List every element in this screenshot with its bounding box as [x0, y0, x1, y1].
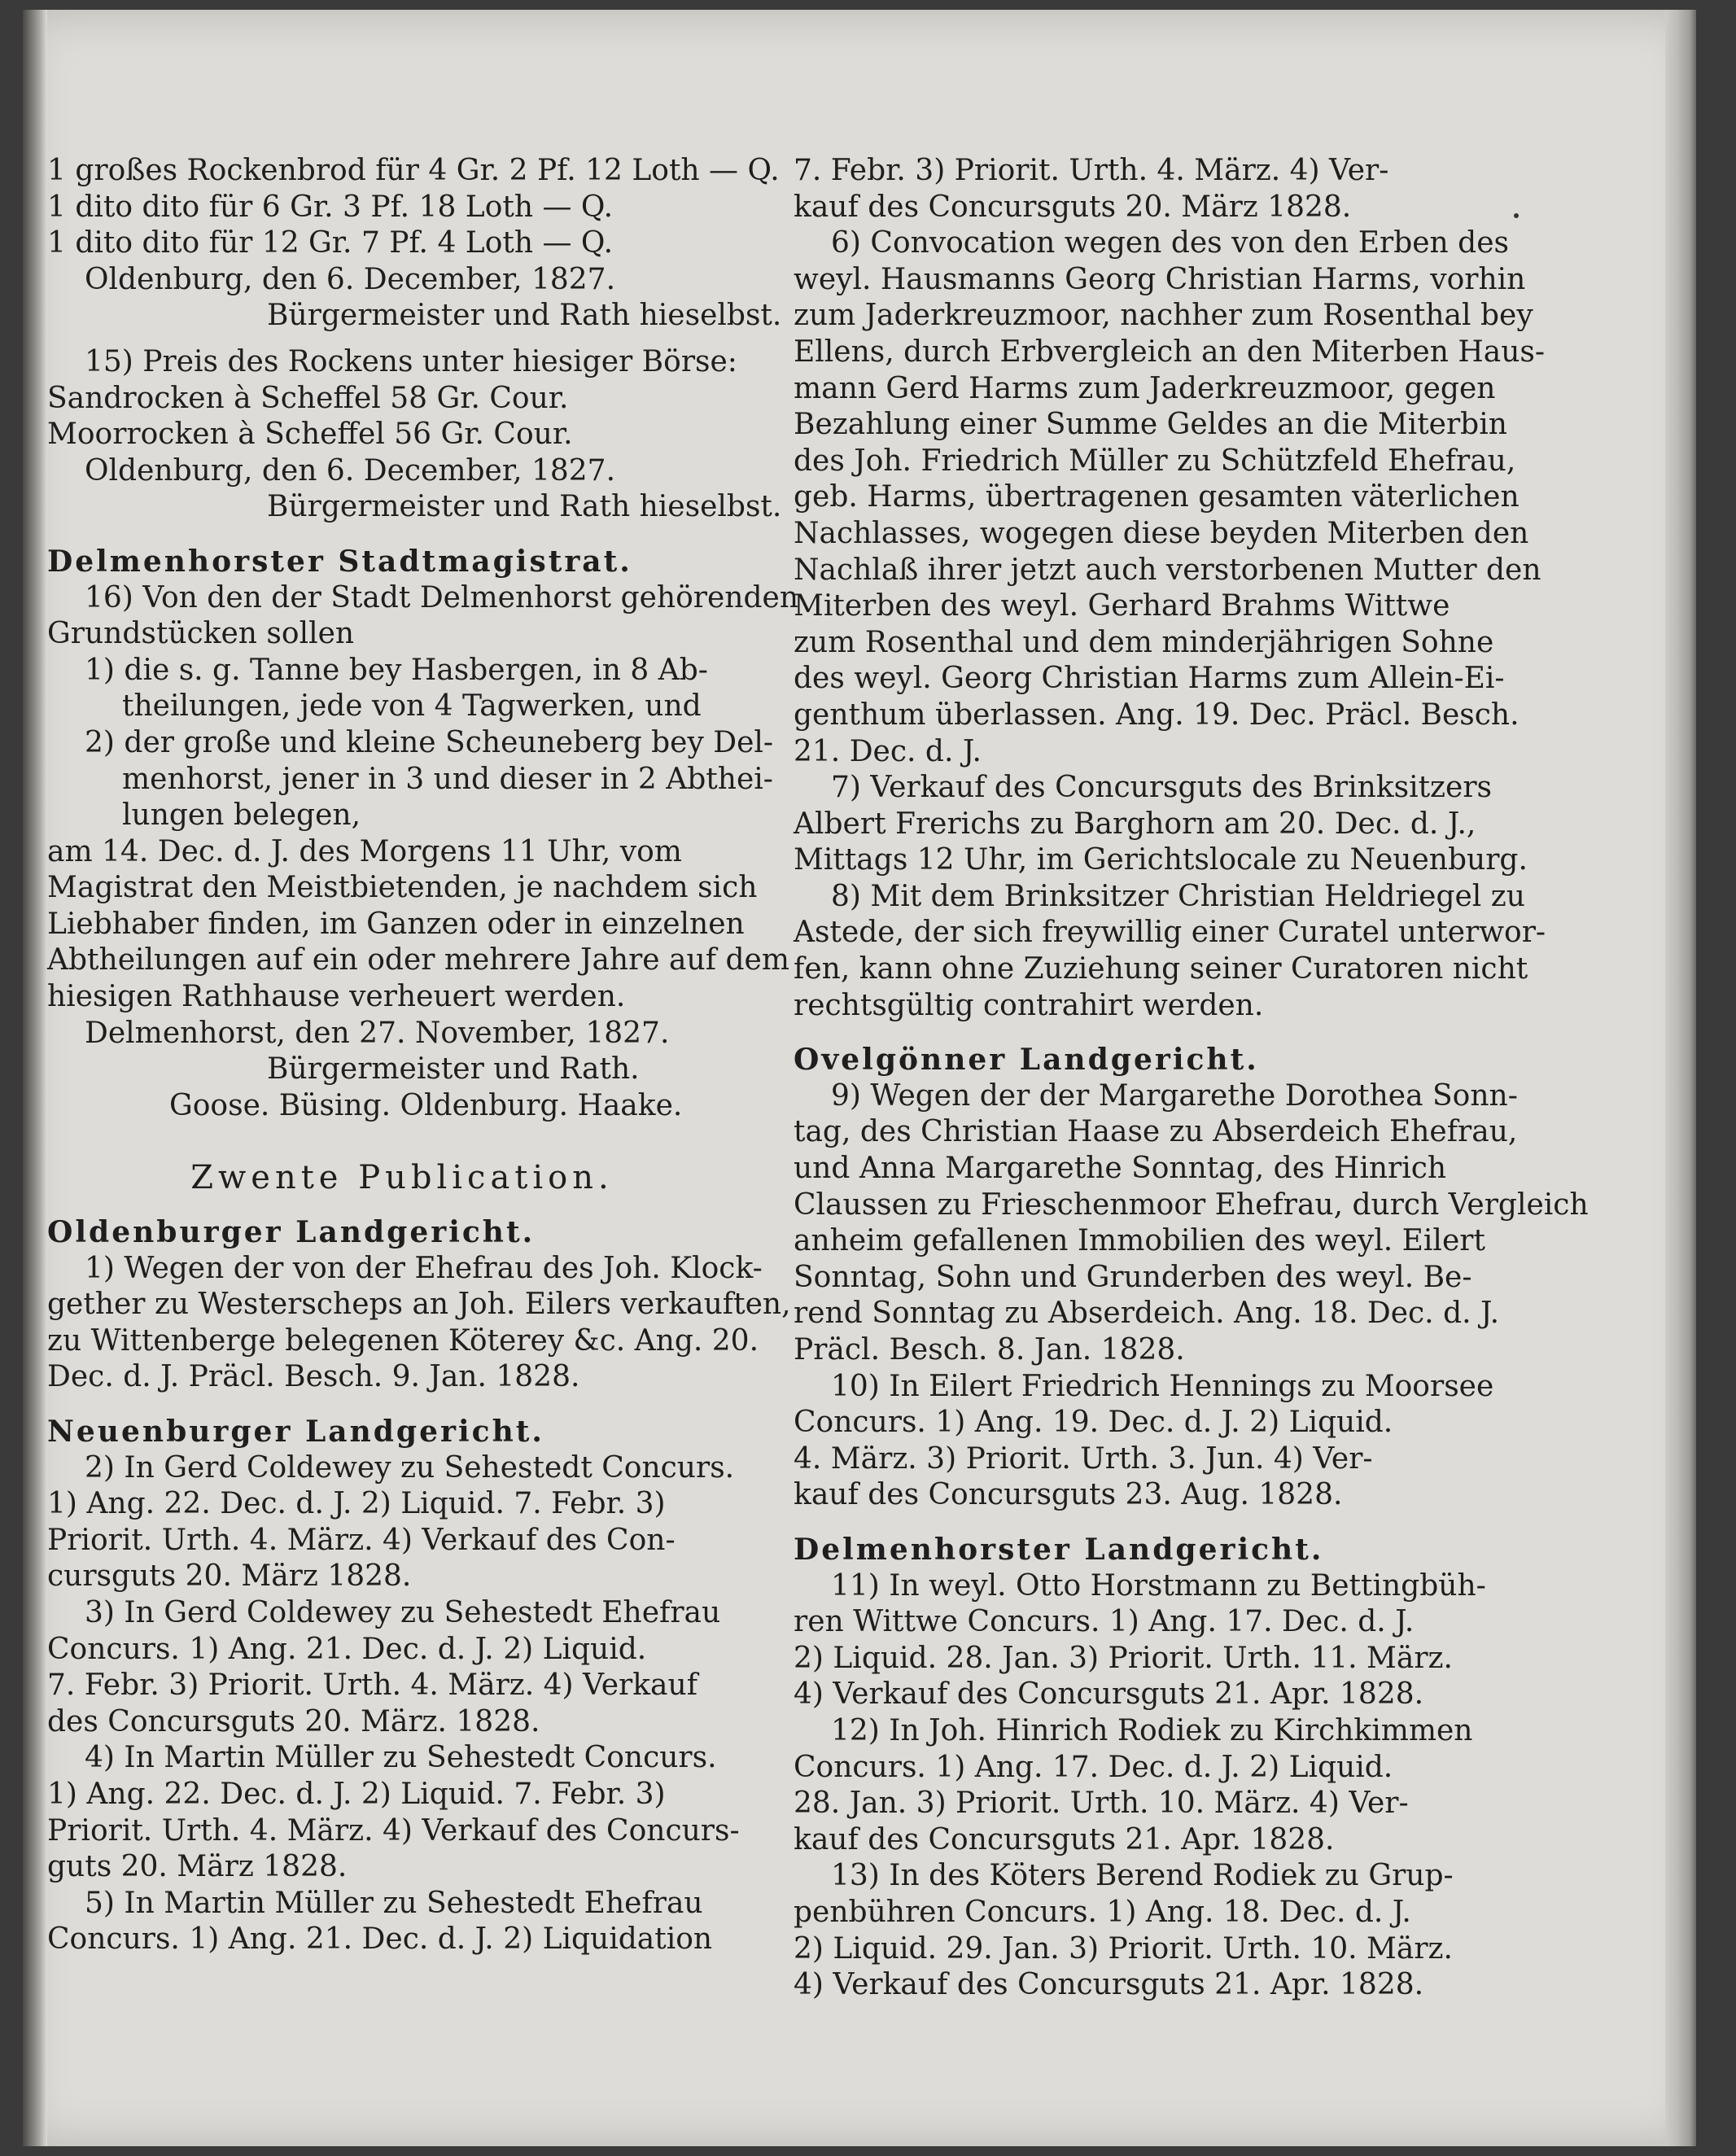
notice-line: Ellens, durch Erbvergleich an den Miterben Haus-: [794, 335, 1546, 369]
notice-line: 4) In Martin Müller zu Sehestedt Concurs.: [85, 1741, 717, 1775]
notice-line: Sonntag, Sohn und Grunderben des weyl. Be-: [794, 1260, 1472, 1294]
notice-line: 1) Ang. 22. Dec. d. J. 2) Liquid. 7. Febr. 3): [47, 1777, 666, 1811]
notice-line: Präcl. Besch. 8. Jan. 1828.: [794, 1333, 1185, 1367]
notice-line: gether zu Westerscheps an Joh. Eilers verkauften,: [47, 1288, 791, 1322]
price-line: 1 dito dito für 12 Gr. 7 Pf. 4 Loth — Q.: [47, 226, 614, 260]
notice-line: genthum überlassen. Ang. 19. Dec. Präcl. Besch.: [794, 698, 1520, 732]
page-fore-edge: [1665, 10, 1696, 2146]
notice-line: weyl. Hausmanns Georg Christian Harms, vorhin: [794, 262, 1526, 296]
notice-line: Claussen zu Frieschenmoor Ehefrau, durch Vergleich: [794, 1187, 1589, 1222]
notice-line: 8) Mit dem Brinksitzer Christian Heldriegel zu: [831, 879, 1525, 913]
notice-line: Dec. d. J. Präcl. Besch. 9. Jan. 1828.: [47, 1360, 580, 1394]
notice-line: Abtheilungen auf ein oder mehrere Jahre auf dem: [47, 943, 789, 977]
ink-speck: [1514, 213, 1519, 218]
notice-line: 7) Verkauf des Concursguts des Brinksitzers: [831, 771, 1493, 805]
notice-line: Astede, der sich freywillig einer Curatel unterwor-: [794, 916, 1546, 950]
left-column: [47, 153, 799, 1958]
notice-line: Nachlaß ihrer jetzt auch verstorbenen Mutter den: [794, 553, 1541, 587]
notice-line: und Anna Margarethe Sonntag, des Hinrich: [794, 1152, 1447, 1186]
notice-line: Nachlasses, wogegen diese beyden Miterben den: [794, 516, 1529, 550]
signature: Bürgermeister und Rath hieselbst.: [267, 299, 782, 333]
notice-line: 15) Preis des Rockens unter hiesiger Börse:: [85, 344, 737, 378]
notice-line: Magistrat den Meistbietenden, je nachdem sich: [47, 871, 758, 905]
page-binding-edge: [23, 10, 47, 2146]
notice-line: rechtsgültig contrahirt werden.: [794, 988, 1264, 1022]
notice-line: Liebhaber finden, im Ganzen oder in einzelnen: [47, 907, 745, 941]
price-line: 1 großes Rockenbrod für 4 Gr. 2 Pf. 12 Loth — Q.: [47, 154, 780, 187]
notice-line: ren Wittwe Concurs. 1) Ang. 17. Dec. d. J.: [794, 1605, 1415, 1639]
notice-line: Priorit. Urth. 4. März. 4) Verkauf des Con-: [47, 1523, 676, 1557]
notice-line: Mittags 12 Uhr, im Gerichtslocale zu Neuenburg.: [794, 843, 1528, 877]
notice-line: 16) Von den der Stadt Delmenhorst gehörenden: [85, 580, 799, 614]
notice-line: geb. Harms, übertragenen gesamten väterlichen: [794, 480, 1520, 514]
notice-line: 2) In Gerd Coldewey zu Sehestedt Concurs.: [85, 1450, 735, 1485]
notice-line: 5) In Martin Müller zu Sehestedt Ehefrau: [85, 1886, 703, 1920]
notice-line: Grundstücken sollen: [47, 617, 355, 651]
notice-line: 7. Febr. 3) Priorit. Urth. 4. März. 4) Verkauf: [47, 1668, 698, 1703]
section-heading: Delmenhorster Stadtmagistrat.: [47, 544, 632, 579]
notice-line: Bezahlung einer Summe Geldes an die Miterbin: [794, 408, 1507, 442]
notice-line: kauf des Concursguts 21. Apr. 1828.: [794, 1822, 1335, 1856]
notice-line: 4) Verkauf des Concursguts 21. Apr. 1828.: [794, 1677, 1424, 1712]
notice-line: zum Jaderkreuzmoor, nachher zum Rosenthal bey: [794, 299, 1533, 333]
notice-line: Moorrocken à Scheffel 56 Gr. Cour.: [47, 418, 573, 452]
notice-line: Priorit. Urth. 4. März. 4) Verkauf des Concurs-: [47, 1813, 740, 1848]
notice-line: kauf des Concursguts 20. März 1828.: [794, 190, 1352, 224]
notice-line: theilungen, jede von 4 Tagwerken, und: [122, 689, 702, 724]
section-heading: Neuenburger Landgericht.: [47, 1415, 544, 1449]
notice-line: des Joh. Friedrich Müller zu Schützfeld Ehefrau,: [794, 444, 1516, 478]
notice-line: mann Gerd Harms zum Jaderkreuzmoor, gegen: [794, 371, 1496, 405]
notice-line: hiesigen Rathhause verheuert werden.: [47, 980, 626, 1014]
signature: Bürgermeister und Rath hieselbst.: [267, 490, 782, 524]
price-line: 1 dito dito für 6 Gr. 3 Pf. 18 Loth — Q.: [47, 190, 614, 224]
notice-line: Concurs. 1) Ang. 21. Dec. d. J. 2) Liquidation: [47, 1922, 713, 1957]
notice-line: penbühren Concurs. 1) Ang. 18. Dec. d. J.: [794, 1895, 1411, 1929]
section-heading: Ovelgönner Landgericht.: [794, 1043, 1259, 1078]
notice-line: Concurs. 1) Ang. 17. Dec. d. J. 2) Liquid.: [794, 1750, 1393, 1784]
right-column: [794, 153, 1589, 2004]
notice-line: anheim gefallenen Immobilien des weyl. Eilert: [794, 1224, 1485, 1258]
notice-line: Miterben des weyl. Gerhard Brahms Wittwe: [794, 589, 1450, 623]
notice-line: 2) Liquid. 29. Jan. 3) Priorit. Urth. 10. März.: [794, 1931, 1453, 1966]
notice-line: tag, des Christian Haase zu Abserdeich Ehefrau,: [794, 1115, 1518, 1149]
notice-line: 2) Liquid. 28. Jan. 3) Priorit. Urth. 11. März.: [794, 1641, 1453, 1675]
notice-line: Concurs. 1) Ang. 19. Dec. d. J. 2) Liquid.: [794, 1406, 1393, 1440]
notice-line: 6) Convocation wegen des von den Erben des: [831, 226, 1509, 260]
notice-line: am 14. Dec. d. J. des Morgens 11 Uhr, vom: [47, 834, 682, 868]
notice-line: 9) Wegen der der Margarethe Dorothea Sonn-: [831, 1078, 1518, 1113]
notice-line: 11) In weyl. Otto Horstmann zu Bettingbüh-: [831, 1568, 1486, 1603]
notice-line: Concurs. 1) Ang. 21. Dec. d. J. 2) Liquid.: [47, 1632, 647, 1666]
notice-line: 3) In Gerd Coldewey zu Sehestedt Ehefrau: [85, 1595, 721, 1629]
notice-line: guts 20. März 1828.: [47, 1850, 348, 1884]
notice-line: 28. Jan. 3) Priorit. Urth. 10. März. 4) Ver-: [794, 1786, 1409, 1821]
notice-line: 13) In des Köters Berend Rodiek zu Grup-: [831, 1859, 1454, 1893]
notice-line: 1) Wegen der von der Ehefrau des Joh. Klock-: [85, 1251, 763, 1285]
publication-heading: Zwente Publication.: [190, 1159, 614, 1197]
dateline: Oldenburg, den 6. December, 1827.: [85, 453, 616, 488]
notice-line: 10) In Eilert Friedrich Hennings zu Moorsee: [831, 1369, 1494, 1403]
notice-line: Sandrocken à Scheffel 58 Gr. Cour.: [47, 381, 569, 415]
notice-line: 2) der große und kleine Scheuneberg bey Del-: [85, 725, 774, 759]
notice-line: des Concursguts 20. März. 1828.: [47, 1704, 540, 1738]
section-heading: Oldenburger Landgericht.: [47, 1215, 536, 1250]
signature: Bürgermeister und Rath.: [267, 1052, 640, 1087]
notice-line: kauf des Concursguts 23. Aug. 1828.: [794, 1478, 1343, 1512]
signatory-names: Goose. Büsing. Oldenburg. Haake.: [169, 1088, 683, 1122]
notice-line: zum Rosenthal und dem minderjährigen Sohne: [794, 625, 1494, 659]
notice-line: des weyl. Georg Christian Harms zum Allein-Ei-: [794, 662, 1505, 696]
notice-line: 12) In Joh. Hinrich Rodiek zu Kirchkimmen: [831, 1713, 1473, 1747]
notice-line: menhorst, jener in 3 und dieser in 2 Abthei-: [122, 762, 773, 796]
notice-line: rend Sonntag zu Abserdeich. Ang. 18. Dec. d. J.: [794, 1297, 1500, 1331]
notice-line: 21. Dec. d. J.: [794, 734, 982, 768]
notice-line: zu Wittenberge belegenen Köterey &c. Ang. 20.: [47, 1323, 759, 1358]
dateline: Oldenburg, den 6. December, 1827.: [85, 262, 616, 296]
notice-line: 4. März. 3) Priorit. Urth. 3. Jun. 4) Ver-: [794, 1441, 1373, 1476]
notice-line: lungen belegen,: [122, 798, 361, 833]
notice-line: cursguts 20. März 1828.: [47, 1559, 412, 1594]
notice-line: Albert Frerichs zu Barghorn am 20. Dec. d. J.,: [794, 807, 1476, 841]
section-heading: Delmenhorster Landgericht.: [794, 1532, 1324, 1567]
notice-line: 1) Ang. 22. Dec. d. J. 2) Liquid. 7. Febr. 3): [47, 1487, 666, 1521]
notice-line: 7. Febr. 3) Priorit. Urth. 4. März. 4) Ver-: [794, 154, 1389, 187]
notice-line: fen, kann ohne Zuziehung seiner Curatoren nicht: [794, 952, 1528, 986]
notice-line: 1) die s. g. Tanne bey Hasbergen, in 8 Ab-: [85, 653, 708, 687]
notice-line: 4) Verkauf des Concursguts 21. Apr. 1828.: [794, 1968, 1424, 2002]
dateline: Delmenhorst, den 27. November, 1827.: [85, 1016, 670, 1050]
